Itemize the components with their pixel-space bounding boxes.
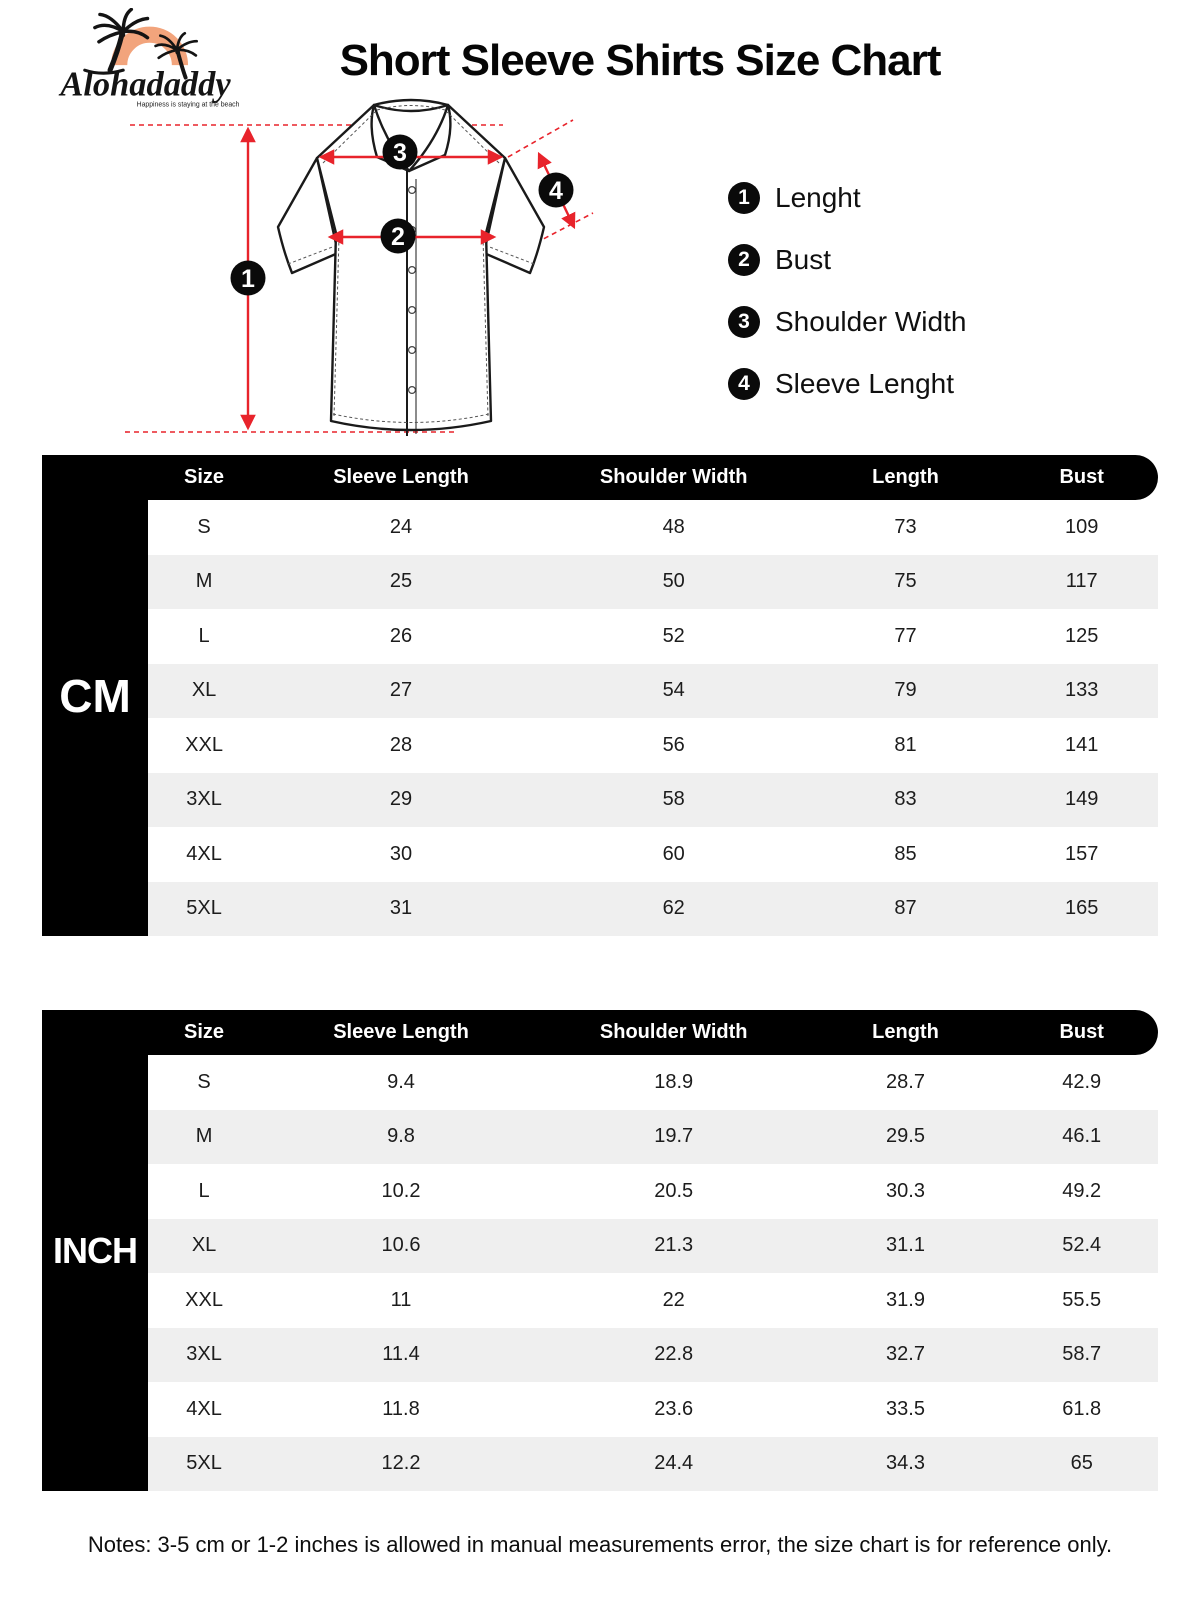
table-cell: 83 bbox=[894, 788, 917, 811]
table-cell: 11.4 bbox=[382, 1343, 420, 1366]
table-cell: 22.8 bbox=[654, 1343, 694, 1366]
table-cell: 157 bbox=[1065, 842, 1099, 865]
table-cell: 54 bbox=[662, 679, 685, 702]
table-cell: 87 bbox=[894, 897, 917, 920]
table-cell: 24.4 bbox=[654, 1452, 694, 1475]
table-cell: 81 bbox=[894, 733, 917, 756]
badge-3: 3 bbox=[393, 139, 407, 167]
table-cell: 22 bbox=[662, 1288, 685, 1311]
table-cell: S bbox=[197, 1070, 211, 1093]
brand-tagline: Happiness is staying at the beach bbox=[136, 101, 240, 109]
table-cell: 19.7 bbox=[654, 1125, 694, 1148]
table-cell: 11.8 bbox=[382, 1397, 420, 1420]
table-cell: 11 bbox=[390, 1288, 412, 1311]
table-cell: M bbox=[195, 1125, 213, 1148]
table-cell: 58.7 bbox=[1062, 1343, 1102, 1366]
unit-label: INCH bbox=[53, 1229, 137, 1271]
table-cell: 141 bbox=[1065, 733, 1099, 756]
table-cell: 75 bbox=[894, 570, 917, 593]
legend-number-badge: 2 bbox=[728, 244, 760, 276]
table-cell: 62 bbox=[662, 897, 685, 920]
table-cell: 55.5 bbox=[1062, 1288, 1102, 1311]
legend-label: Bust bbox=[775, 244, 832, 275]
table-cell: 28 bbox=[389, 733, 413, 756]
table-cell: 46.1 bbox=[1062, 1125, 1102, 1148]
legend-number-badge: 1 bbox=[728, 182, 760, 214]
table-cell: 30 bbox=[389, 842, 413, 865]
brand-name: Alohadaddy bbox=[60, 65, 231, 104]
column-header: Shoulder Width bbox=[599, 466, 748, 488]
table-cell: 165 bbox=[1065, 897, 1099, 920]
table-row bbox=[148, 882, 1158, 937]
table-cell: 33.5 bbox=[886, 1397, 925, 1420]
table-row bbox=[148, 609, 1158, 664]
table-cell: 31.1 bbox=[886, 1234, 925, 1257]
page-title: Short Sleeve Shirts Size Chart bbox=[339, 36, 941, 85]
table-cell: 42.9 bbox=[1062, 1070, 1102, 1093]
legend-item bbox=[728, 305, 966, 339]
table-cell: 77 bbox=[894, 624, 917, 647]
table-cell: 30.3 bbox=[886, 1179, 925, 1202]
column-header: Length bbox=[872, 1021, 939, 1043]
table-cell: 50 bbox=[662, 570, 685, 593]
table-cell: 29 bbox=[389, 788, 413, 811]
table-cell: 52 bbox=[662, 624, 685, 647]
legend-label: Lenght bbox=[775, 182, 861, 213]
table-cell: 109 bbox=[1065, 515, 1099, 538]
table-cell: XXL bbox=[185, 733, 223, 756]
sunset-arch-icon bbox=[119, 35, 180, 65]
table-cell: 125 bbox=[1065, 624, 1099, 647]
table-cell: S bbox=[197, 515, 211, 538]
size-table bbox=[42, 1010, 1158, 1491]
table-row bbox=[148, 1328, 1158, 1383]
table-cell: 56 bbox=[662, 733, 685, 756]
table-cell: 117 bbox=[1065, 570, 1098, 593]
table-header-row bbox=[148, 455, 1158, 500]
size-table bbox=[42, 455, 1158, 936]
table-row bbox=[148, 1164, 1158, 1219]
column-header: Sleeve Length bbox=[333, 1021, 469, 1043]
column-header: Sleeve Length bbox=[333, 466, 469, 488]
table-row bbox=[148, 664, 1158, 719]
table-cell: 61.8 bbox=[1062, 1397, 1102, 1420]
table-cell: 9.8 bbox=[387, 1125, 415, 1148]
column-header: Bust bbox=[1059, 466, 1104, 488]
table-cell: 20.5 bbox=[654, 1179, 694, 1202]
table-cell: 79 bbox=[894, 679, 917, 702]
table-cell: 32.7 bbox=[886, 1343, 925, 1366]
unit-label: CM bbox=[59, 669, 131, 722]
table-cell: XXL bbox=[185, 1288, 223, 1311]
table-cell: 21.3 bbox=[654, 1234, 694, 1257]
table-cell: 49.2 bbox=[1062, 1179, 1102, 1202]
table-cell: 133 bbox=[1065, 679, 1099, 702]
table-cell: 3XL bbox=[186, 788, 222, 811]
table-cell: XL bbox=[191, 679, 217, 702]
table-row bbox=[148, 500, 1158, 555]
legend-item bbox=[728, 243, 966, 277]
table-body bbox=[148, 500, 1158, 936]
table-cell: 3XL bbox=[186, 1343, 222, 1366]
table-cell: 24 bbox=[389, 515, 413, 538]
table-body bbox=[148, 1055, 1158, 1491]
badge-4: 4 bbox=[549, 177, 563, 205]
legend-number-badge: 4 bbox=[728, 368, 760, 400]
shirt-measurement-diagram bbox=[125, 95, 595, 455]
table-cell: 5XL bbox=[186, 897, 222, 920]
legend-item bbox=[728, 367, 966, 401]
legend-label: Sleeve Lenght bbox=[775, 368, 955, 399]
column-header: Bust bbox=[1059, 1021, 1104, 1043]
table-cell: 25 bbox=[389, 570, 413, 593]
table-cell: 65 bbox=[1070, 1452, 1093, 1475]
table-cell: 29.5 bbox=[886, 1125, 925, 1148]
table-cell: L bbox=[198, 624, 210, 647]
table-row bbox=[148, 1219, 1158, 1274]
unit-sidebar bbox=[42, 455, 148, 936]
legend-item bbox=[728, 181, 966, 215]
table-cell: 10.2 bbox=[381, 1179, 421, 1202]
table-row bbox=[148, 1437, 1158, 1492]
column-header: Shoulder Width bbox=[599, 1021, 748, 1043]
table-cell: 9.4 bbox=[387, 1070, 415, 1093]
table-header bbox=[42, 1010, 1158, 1055]
table-cell: 34.3 bbox=[886, 1452, 925, 1475]
unit-sidebar bbox=[42, 1010, 148, 1491]
table-cell: 5XL bbox=[186, 1452, 222, 1475]
table-cell: 52.4 bbox=[1062, 1234, 1102, 1257]
table-cell: 149 bbox=[1065, 788, 1099, 811]
table-cell: 18.9 bbox=[654, 1070, 694, 1093]
column-header: Size bbox=[184, 466, 225, 488]
badge-1: 1 bbox=[241, 265, 255, 293]
table-row bbox=[148, 1110, 1158, 1165]
table-header bbox=[42, 455, 1158, 500]
table-cell: 28.7 bbox=[886, 1070, 925, 1093]
table-cell: 58 bbox=[662, 788, 685, 811]
table-cell: 12.2 bbox=[381, 1452, 421, 1475]
table-cell: L bbox=[198, 1179, 210, 1202]
badge-2: 2 bbox=[391, 223, 405, 251]
table-cell: 27 bbox=[389, 679, 413, 702]
table-cell: 31.9 bbox=[886, 1288, 925, 1311]
table-cell: 10.6 bbox=[381, 1234, 421, 1257]
legend-label: Shoulder Width bbox=[775, 306, 967, 337]
table-cell: XL bbox=[191, 1234, 217, 1257]
table-cell: 60 bbox=[662, 842, 685, 865]
table-header-row bbox=[148, 1010, 1158, 1055]
table-row bbox=[148, 1273, 1158, 1328]
table-row bbox=[148, 1055, 1158, 1110]
table-cell: M bbox=[195, 570, 213, 593]
column-header: Size bbox=[184, 1021, 225, 1043]
table-row bbox=[148, 773, 1158, 828]
table-row bbox=[148, 1382, 1158, 1437]
table-cell: 4XL bbox=[186, 842, 222, 865]
legend-number-badge: 3 bbox=[728, 306, 760, 338]
table-cell: 31 bbox=[389, 897, 413, 920]
table-row bbox=[148, 827, 1158, 882]
notes-text: Notes: 3-5 cm or 1-2 inches is allowed in manual measurements error, the size chart is for reference only. bbox=[87, 1532, 1113, 1557]
table-row bbox=[148, 718, 1158, 773]
table-cell: 26 bbox=[389, 624, 413, 647]
table-cell: 73 bbox=[894, 515, 917, 538]
table-cell: 85 bbox=[894, 842, 917, 865]
table-cell: 4XL bbox=[186, 1397, 222, 1420]
table-cell: 48 bbox=[662, 515, 685, 538]
table-row bbox=[148, 555, 1158, 610]
measurement-legend bbox=[728, 181, 966, 401]
column-header: Length bbox=[872, 466, 939, 488]
table-cell: 23.6 bbox=[654, 1397, 694, 1420]
